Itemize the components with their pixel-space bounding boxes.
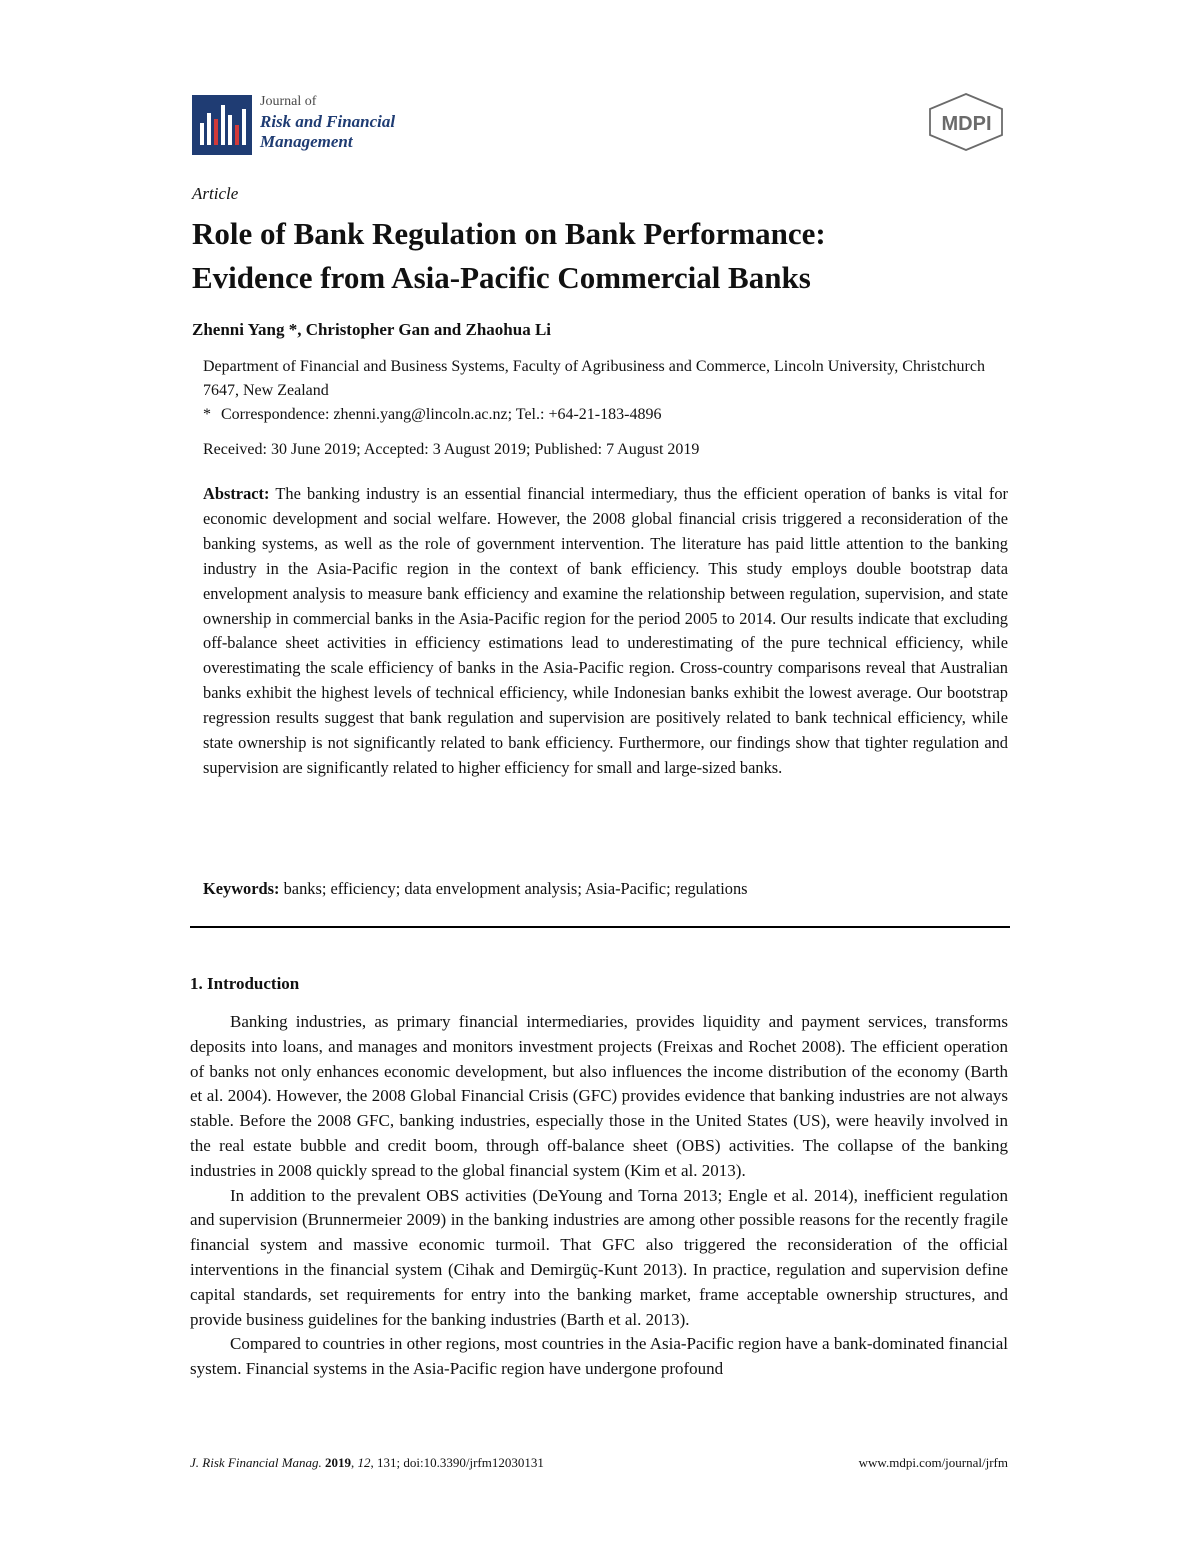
- journal-name-line1: Journal of: [260, 94, 317, 109]
- mdpi-logo-text: MDPI: [941, 113, 992, 135]
- publication-dates: Received: 30 June 2019; Accepted: 3 August 2019; Published: 7 August 2019: [203, 441, 700, 458]
- section-body: [190, 1010, 1008, 1382]
- journal-logo-icon: [192, 95, 252, 155]
- section-divider: [190, 926, 1010, 928]
- correspondence-mark: *: [203, 406, 211, 423]
- footer-citation: J. Risk Financial Manag. 2019, 12, 131; doi:10.3390/jrfm12030131: [190, 1455, 544, 1470]
- footer-journal-abbrev: J. Risk Financial Manag.: [190, 1455, 322, 1470]
- affiliation: Department of Financial and Business Systems, Faculty of Agribusiness and Commerce, Lincoln University, Christchurch 7647, New Zealand: [203, 358, 985, 399]
- keywords: [203, 877, 1008, 901]
- section-heading: 1. Introduction: [190, 974, 300, 993]
- abstract: [203, 482, 1008, 781]
- mdpi-logo-icon: [924, 92, 1009, 152]
- keywords-label: Keywords:: [203, 879, 280, 898]
- journal-name-line3: Management: [260, 132, 353, 151]
- footer-volume: 12: [357, 1455, 371, 1470]
- correspondence: [203, 403, 661, 427]
- body-paragraph-3: Compared to countries in other regions, most countries in the Asia-Pacific region have a bank-dominated financial system. Financial systems in the Asia-Pacific region have undergone profound: [190, 1334, 1008, 1379]
- authors: Zhenni Yang *, Christopher Gan and Zhaohua Li: [192, 320, 552, 339]
- title-line-1: Role of Bank Regulation on Bank Performance:: [192, 216, 826, 251]
- footer-doi: , 131; doi:10.3390/jrfm12030131: [370, 1455, 544, 1470]
- journal-name-line2: Risk and Financial: [260, 112, 396, 131]
- journal-name: [260, 92, 395, 152]
- article-type: Article: [192, 184, 239, 203]
- abstract-label: Abstract:: [203, 484, 270, 503]
- paper-title: [192, 212, 1012, 300]
- body-paragraph-1: Banking industries, as primary financial intermediaries, provides liquidity and payment services, transforms deposits into loans, and manages and monitors investment projects (Freixas and Rochet 2008). The efficient operation of banks not only enhances economic development, but also influences the income distribution of the economy (Barth et al. 2004). However, the 2008 Global Financial Crisis (GFC) provides evidence that banking industries are not always stable. Before the 2008 GFC, banking industries, especially those in the United States (US), were heavily involved in the real estate bubble and credit boom, through off-balance sheet (OBS) activities. The collapse of the banking industries in 2008 quickly spread to the global financial system (Kim et al. 2013).: [190, 1012, 1008, 1180]
- correspondence-text: Correspondence: zhenni.yang@lincoln.ac.nz; Tel.: +64-21-183-4896: [221, 406, 662, 423]
- footer-year: 2019: [325, 1455, 352, 1470]
- footer-url-link[interactable]: www.mdpi.com/journal/jrfm: [858, 1455, 1008, 1470]
- abstract-text: The banking industry is an essential financial intermediary, thus the efficient operation of banks is vital for economic development and social welfare. However, the 2008 global financial crisis triggered a reconsideration of the banking systems, as well as the role of government intervention. The literature has paid little attention to the banking industry in the Asia-Pacific region in the context of bank efficiency. This study employs double bootstrap data envelopment analysis to measure bank efficiency and examine the relationship between regulation, supervision, and state ownership in commercial banks in the Asia-Pacific region for the period 2005 to 2014. Our results indicate that excluding off-balance sheet activities in efficiency estimations lead to underestimating of the pure technical efficiency, while overestimating the scale efficiency of banks in the Asia-Pacific region. Cross-country comparisons reveal that Australian banks exhibit the highest levels of technical efficiency, while Indonesian banks exhibit the lowest average. Our bootstrap regression results suggest that bank regulation and supervision are positively related to bank technical efficiency, while state ownership is not significantly related to bank efficiency. Furthermore, our findings show that tighter regulation and supervision are significantly related to higher efficiency for small and large-sized banks.: [203, 484, 1008, 777]
- keywords-text: banks; efficiency; data envelopment analysis; Asia-Pacific; regulations: [283, 879, 748, 898]
- body-paragraph-2: In addition to the prevalent OBS activities (DeYoung and Torna 2013; Engle et al. 2014), inefficient regulation and supervision (Brunnermeier 2009) in the banking industries are among other possible reasons for the recently fragile financial system and massive economic turmoil. That GFC also triggered the reconsideration of the official interventions in the financial system (Cihak and Demirgüç-Kunt 2013). In practice, regulation and supervision define capital standards, set requirements for entry into the banking market, frame acceptable ownership structures, and provide business guidelines for the banking industries (Barth et al. 2013).: [190, 1185, 1008, 1329]
- title-line-2: Evidence from Asia-Pacific Commercial Banks: [192, 260, 811, 295]
